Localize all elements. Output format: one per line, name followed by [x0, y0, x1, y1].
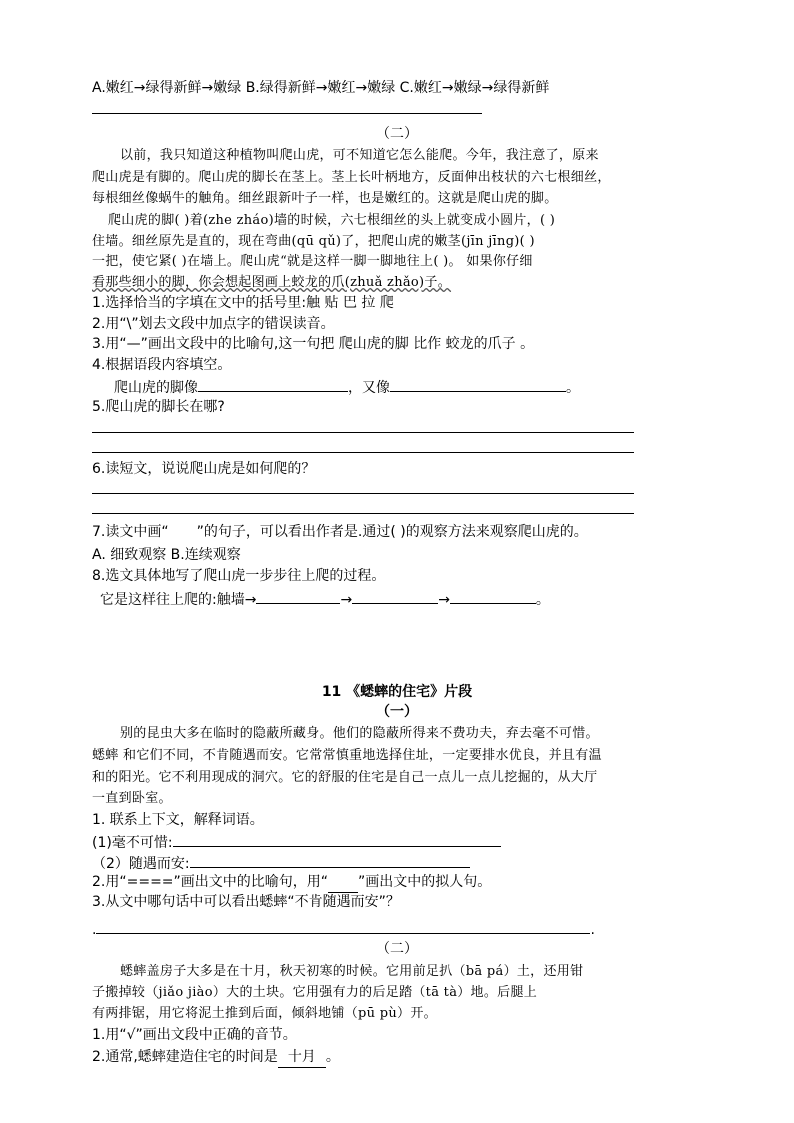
- passage-line: 子搬掉较（jiǎo jiào）大的土块。它用强有力的后足踏（tā tà）地。后腿上: [92, 985, 538, 1000]
- fill-text: 爬山虎的脚像: [114, 380, 198, 396]
- question-5: 5.爬山虎的脚长在哪?: [92, 399, 225, 415]
- dot: .: [590, 922, 595, 938]
- question-1: 1. 联系上下文，解释词语。: [92, 812, 264, 828]
- fill-text: 它是这样往上爬的:触墙→: [100, 592, 257, 608]
- answer-line: [92, 113, 482, 114]
- passage-line: 住墙。细丝原先是直的，现在弯曲(qū qǔ)了，把爬山虎的嫩茎(jīn jīng)( ): [92, 234, 535, 249]
- answer-line[interactable]: [92, 493, 634, 494]
- wavy-mark: [169, 522, 197, 542]
- question-1: 1.选择恰当的字填在文中的括号里:触 贴 巴 拉 爬: [92, 295, 394, 311]
- passage-line: 爬山虎的脚( )着(zhe zháo)墙的时候，六七根细丝的头上就变成小圆片，( ): [108, 213, 556, 228]
- question-8: 8.选文具体地写了爬山虎一步步往上爬的过程。: [92, 568, 386, 584]
- question-text: （2）随遇而安:: [92, 856, 190, 872]
- section-heading: （二）: [376, 126, 418, 142]
- passage-line-wavy: 看那些细小的脚，你会想起图画上蛟龙的爪(zhuǎ zhǎo)子。: [92, 275, 452, 290]
- question-text: 2.通常,蟋蟀建造住宅的时间是: [92, 1049, 278, 1065]
- question-2: 2.用“\”划去文段中加点字的错误读音。: [92, 316, 335, 332]
- fill-blank[interactable]: [198, 376, 348, 392]
- question-1b: [92, 852, 470, 874]
- question-text: ”画出文中的拟人句。: [358, 874, 492, 890]
- fill-blank[interactable]: [450, 588, 536, 604]
- fill-text: 。: [535, 592, 550, 608]
- passage-line: 以前，我只知道这种植物叫爬山虎，可不知道它怎么能爬。今年，我注意了，原来: [120, 148, 599, 163]
- question-text: (1)毫不可惜:: [92, 835, 173, 851]
- fill-blank[interactable]: [390, 376, 566, 392]
- section-heading: （一）: [376, 704, 418, 720]
- fill-blank[interactable]: [173, 831, 501, 847]
- fill-blank[interactable]: [256, 588, 340, 604]
- options-line: A.嫩红→绿得新鲜→嫩绿 B.绿得新鲜→嫩红→嫩绿 C.嫩红→嫩绿→绿得新鲜: [92, 80, 550, 96]
- fill-blank[interactable]: [352, 588, 438, 604]
- question-8-fill: [100, 588, 550, 610]
- fill-text: ，又像: [348, 380, 390, 396]
- answer-value: 十月: [278, 1047, 326, 1068]
- lesson-title: 11 《蟋蟀的住宅》片段: [321, 684, 473, 700]
- fill-blank[interactable]: [96, 918, 590, 934]
- question-4: 4.根据语段内容填空。: [92, 357, 232, 373]
- question-4: 1.用“√”画出文段中正确的音节。: [92, 1027, 297, 1043]
- question-text: 2.用“====”画出文中的比喻句，用“: [92, 874, 329, 890]
- answer-line[interactable]: [92, 452, 634, 453]
- passage-line: 蟋蟀 和它们不同，不肯随遇而安。它常常慎重地选择住址，一定要排水优良，并且有温: [92, 748, 602, 763]
- question-7-options: A. 细致观察 B.连续观察: [92, 547, 241, 563]
- passage-line: 蟋蟀盖房子大多是在十月，秋天初寒的时候。它用前足扒（bā pá）土，还用钳: [120, 964, 584, 979]
- passage-line: 一把，使它紧( )在墙上。爬山虎“就是这样一脚一脚地往上( )。 如果你仔细: [92, 254, 533, 269]
- answer-line[interactable]: [92, 513, 634, 514]
- passage-line: 爬山虎是有脚的。爬山虎的脚长在茎上。茎上长叶柄地方，反面伸出枝状的六七根细丝，: [92, 170, 611, 185]
- question-text: 7.读文中画“: [92, 524, 169, 540]
- question-3-answer: [92, 918, 595, 940]
- passage-line: 每根细丝像蜗牛的触角。细丝跟新叶子一样，也是嫩红的。这就是爬山虎的脚。: [92, 191, 558, 206]
- arrow: →: [438, 592, 450, 608]
- passage-line: 别的昆虫大多在临时的隐蔽所藏身。他们的隐蔽所得来不费功夫，弃去毫不可惜。: [120, 726, 599, 741]
- question-1a: [92, 831, 501, 853]
- question-6: 6.读短文，说说爬山虎是如何爬的？: [92, 461, 316, 477]
- passage-line: 和的阳光。它不利用现成的洞穴。它的舒服的住宅是自己一点儿一点儿挖掘的，从大厅: [92, 770, 598, 785]
- question-4-fill: [114, 376, 580, 398]
- section-heading: （二）: [376, 941, 418, 957]
- question-3: 3.从文中哪句话中可以看出蟋蟀“不肯随遇而安”？: [92, 894, 400, 910]
- question-3: 3.用“—”画出文段中的比喻句,这一句把 爬山虎的脚 比作 蛟龙的爪子 。: [92, 336, 535, 352]
- passage-line: 有两排锯，用它将泥土推到后面，倾斜地铺（pū pù）开。: [92, 1006, 437, 1021]
- question-7: [92, 522, 588, 542]
- question-2: [92, 872, 491, 893]
- underline-mark: [328, 872, 358, 893]
- question-5: [92, 1047, 340, 1068]
- fill-text: 。: [566, 380, 580, 396]
- dot: .: [92, 922, 97, 938]
- answer-line[interactable]: [92, 432, 634, 433]
- fill-blank[interactable]: [190, 852, 470, 868]
- question-text: 。: [325, 1049, 340, 1065]
- passage-line: 一直到卧室。: [92, 791, 172, 806]
- arrow: →: [340, 592, 353, 608]
- question-text: ”的句子，可以看出作者是.通过( )的观察方法来观察爬山虎的。: [196, 524, 588, 540]
